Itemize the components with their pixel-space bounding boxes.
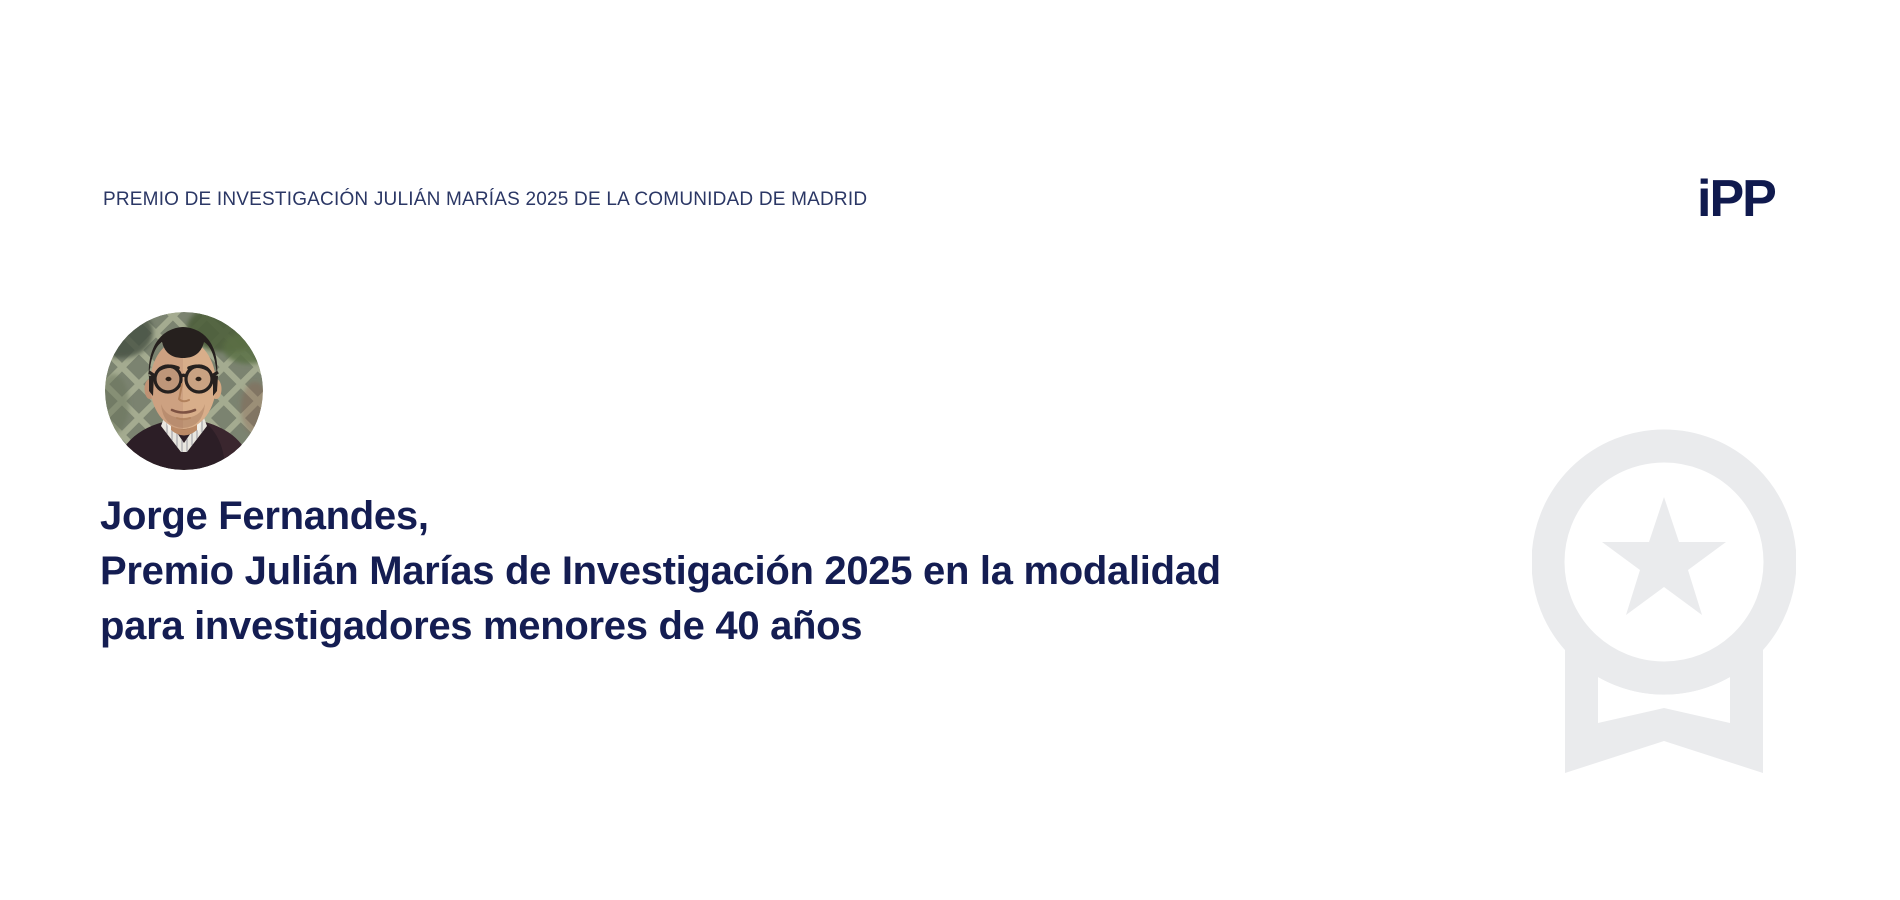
portrait-photo-icon — [105, 312, 263, 470]
page-title — [100, 489, 1221, 654]
headline-detail-line: para investigadores menores de 40 años — [100, 604, 863, 648]
ipp-logo: iPP — [1697, 170, 1775, 228]
avatar — [105, 312, 263, 470]
headline-name-line: Jorge Fernandes, — [100, 494, 429, 538]
eyebrow-text: PREMIO DE INVESTIGACIÓN JULIÁN MARÍAS 2025 DE LA COMUNIDAD DE MADRID — [103, 189, 868, 210]
headline-award-line: Premio Julián Marías de Investigación 2025 en la modalidad — [100, 549, 1221, 593]
award-ribbon-icon — [1532, 428, 1796, 776]
